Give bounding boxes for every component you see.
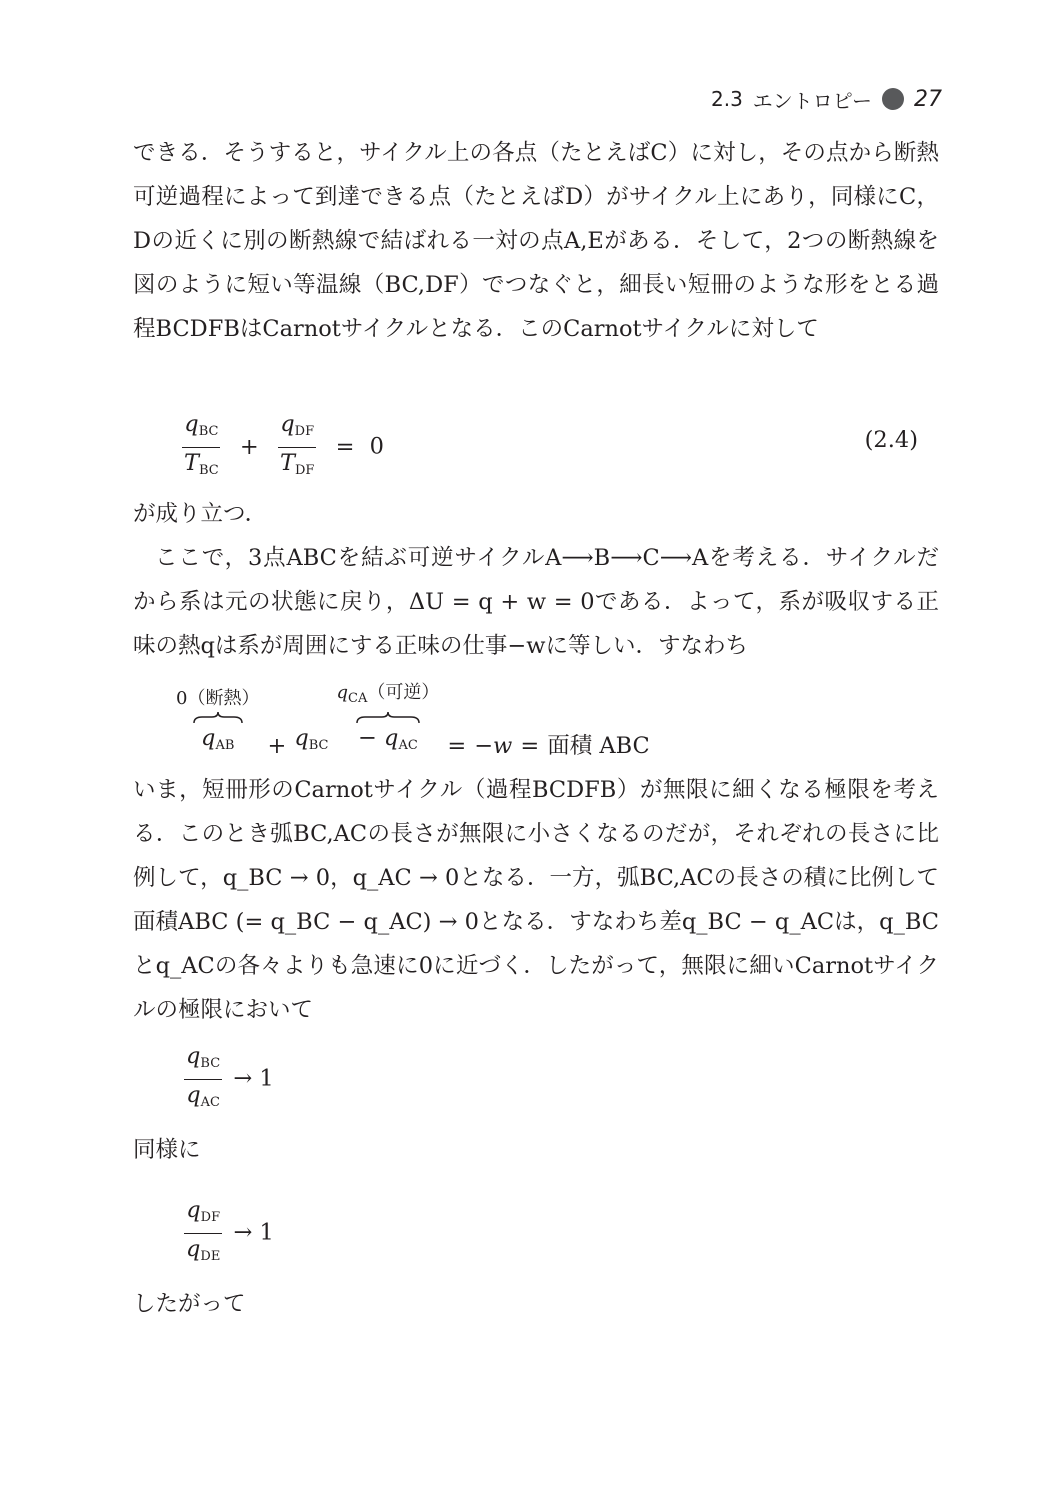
one: 1 — [259, 1065, 274, 1092]
equation-area — [176, 682, 650, 760]
equation-2-4 — [178, 412, 384, 483]
area-abc: 面積 ABC — [547, 733, 650, 759]
paragraph-4 — [133, 768, 939, 1032]
plus-sign: + — [239, 433, 259, 460]
fraction-qbc-tbc: $\frac{q_{BC}}{T_{BC}}$ — [184, 411, 219, 478]
arrow-icon: → — [233, 1065, 253, 1092]
equation-limit-2 — [180, 1198, 274, 1269]
header-dot-icon — [882, 88, 904, 110]
brace-label-adiabatic: 0（断熱） — [176, 688, 260, 709]
fraction-qdf-qde: $\frac{q_{DF}}{q_{DE}}$ — [186, 1197, 221, 1264]
neg-w: −w — [474, 733, 513, 759]
paragraph-2-text: が成り立つ． — [133, 501, 268, 527]
arrow-icon: → — [233, 1219, 253, 1246]
paragraph-5 — [133, 1128, 939, 1172]
page-number: 27 — [914, 86, 942, 112]
fraction-qdf-tdf: $\frac{q_{DF}}{T_{DF}}$ — [279, 411, 315, 478]
overbrace-minus-qac: $q_{CA}$（可逆） − $q_{AC}$ — [336, 682, 440, 753]
paragraph-5-text: 同様に — [133, 1137, 201, 1163]
paragraph-6-text: したがって — [133, 1291, 246, 1317]
overbrace-icon — [355, 710, 421, 724]
running-header — [711, 84, 942, 114]
paragraph-1-text: できる．そうすると，サイクル上の各点（たとえばC）に対し，その点から断熱可逆過程によって到達できる点（たとえばD）がサイクル上にあり，同様にC，Dの近くに別の断熱線で結ばれる一対の点A,Eがある．そして，2つの断熱線を図のように短い等温線（BC,DF）でつなぐと，細長い短冊のような形をとる過程BCDFBはCarnotサイクルとなる．このCarnotサイクルに対して — [133, 140, 939, 342]
equals-sign: = — [447, 733, 467, 759]
brace-label-reversible: $q_{CA}$（可逆） — [336, 682, 440, 706]
overbrace-qab: 0（断熱） $q_{AB}$ — [176, 688, 260, 753]
equals-sign-2: = — [520, 733, 540, 759]
equation-number: (2.4) — [864, 427, 918, 453]
one: 1 — [259, 1219, 274, 1246]
overbrace-icon — [192, 710, 244, 724]
plus-sign: + — [267, 733, 287, 759]
section-title: エントロピー — [752, 88, 872, 113]
equation-limit-1 — [180, 1044, 274, 1115]
paragraph-3 — [133, 536, 939, 668]
paragraph-3-text: ここで，3点ABCを結ぶ可逆サイクルA⟶B⟶C⟶Aを考える．サイクルだから系は元の状態に戻り，ΔU = q + w = 0である．よって，系が吸収する正味の熱qは系が周囲にする正味の仕事−wに等しい．すなわち — [133, 545, 939, 659]
equals-sign: = — [335, 433, 355, 460]
paragraph-1 — [133, 131, 939, 351]
zero: 0 — [369, 433, 384, 460]
section-number: 2.3 — [710, 87, 743, 111]
q-bc: $q_{BC}$ — [294, 725, 329, 753]
paragraph-2 — [133, 492, 939, 536]
paragraph-6 — [133, 1282, 939, 1326]
paragraph-4-text: いま，短冊形のCarnotサイクル（過程BCDFB）が無限に細くなる極限を考える．このとき弧BC,ACの長さが無限に小さくなるのだが，それぞれの長さに比例して，q_BC → 0，q_AC → 0となる．一方，弧BC,ACの長さの積に比例して面積ABC (= q_BC − q_AC) → 0となる．すなわち差q_BC − q_ACは，q_BCとq_ACの各々よりも急速に0に近づく．したがって，無限に細いCarnotサイクルの極限において — [133, 777, 939, 1023]
fraction-qbc-qac: $\frac{q_{BC}}{q_{AC}}$ — [186, 1043, 221, 1110]
